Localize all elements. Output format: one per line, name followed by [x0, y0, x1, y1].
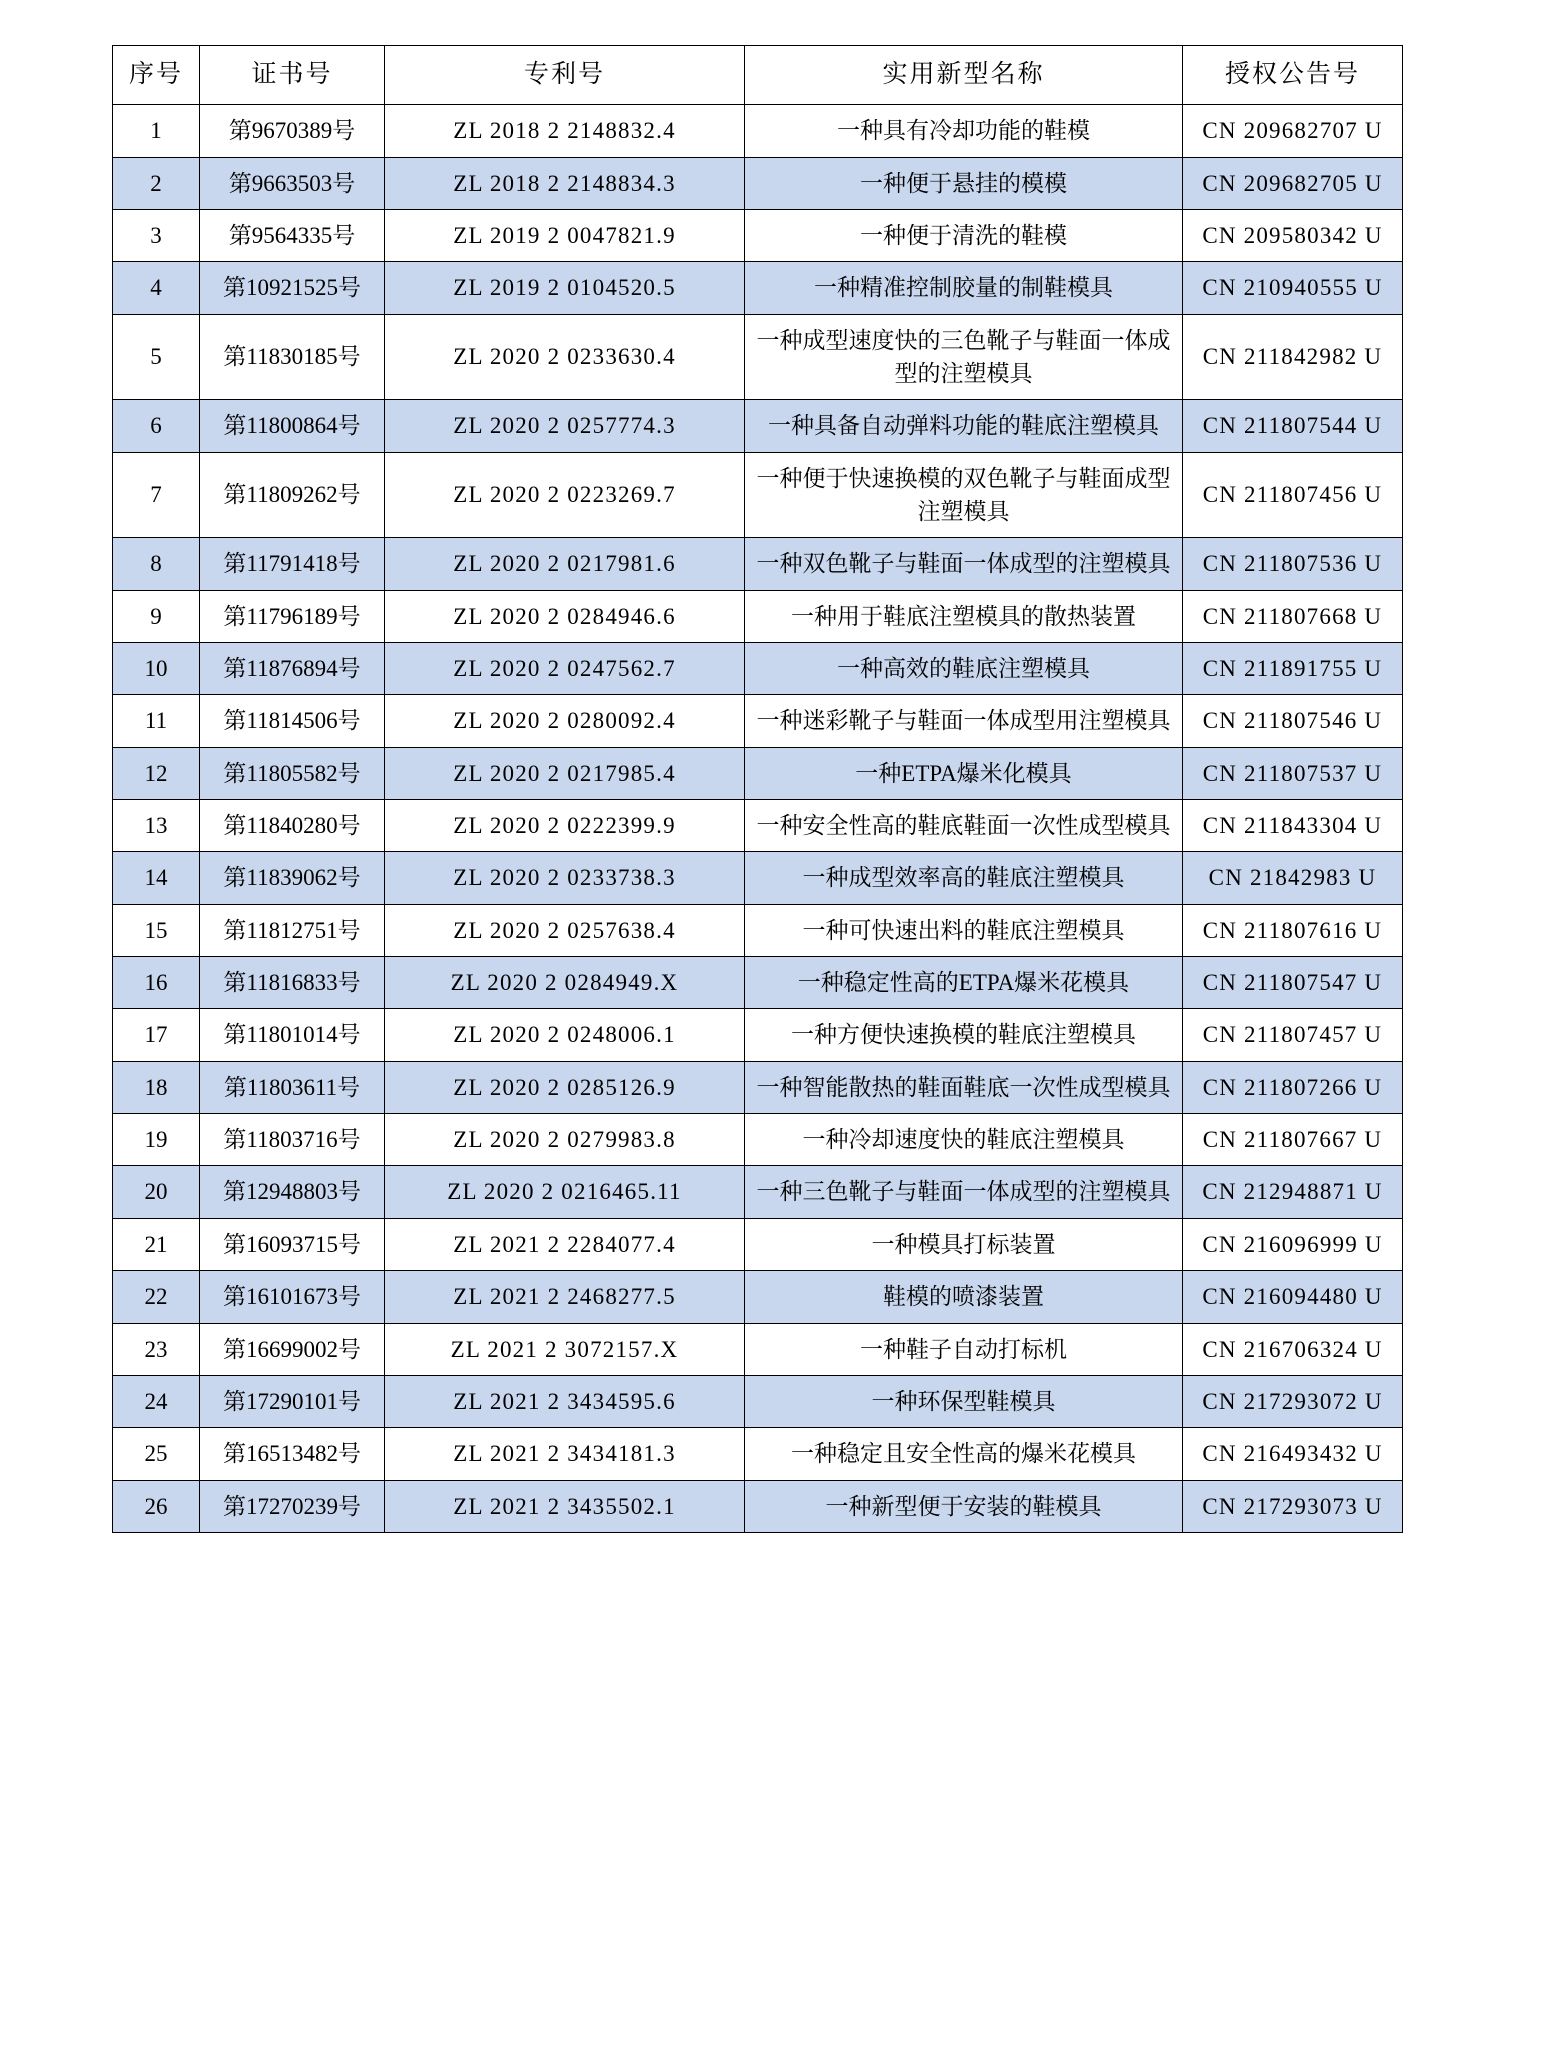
cell-patent-number: ZL 2020 2 0217981.6 — [385, 538, 745, 590]
cell-certificate-number: 第10921525号 — [200, 262, 385, 314]
cell-publication-number: CN 211807266 U — [1183, 1061, 1403, 1113]
cell-patent-number: ZL 2021 2 2284077.4 — [385, 1218, 745, 1270]
cell-utility-model-name: 一种安全性高的鞋底鞋面一次性成型模具 — [745, 800, 1183, 852]
column-header-patent: 专利号 — [385, 46, 745, 105]
cell-utility-model-name: 一种智能散热的鞋面鞋底一次性成型模具 — [745, 1061, 1183, 1113]
cell-index: 24 — [113, 1375, 200, 1427]
cell-index: 4 — [113, 262, 200, 314]
cell-utility-model-name: 一种成型速度快的三色靴子与鞋面一体成型的注塑模具 — [745, 314, 1183, 400]
cell-utility-model-name: 一种便于悬挂的模模 — [745, 157, 1183, 209]
cell-certificate-number: 第11830185号 — [200, 314, 385, 400]
table-row — [113, 452, 1403, 538]
cell-patent-number: ZL 2020 2 0284946.6 — [385, 590, 745, 642]
cell-utility-model-name: 一种可快速出料的鞋底注塑模具 — [745, 904, 1183, 956]
cell-patent-number: ZL 2020 2 0257774.3 — [385, 400, 745, 452]
cell-patent-number: ZL 2020 2 0279983.8 — [385, 1114, 745, 1166]
cell-certificate-number: 第11816833号 — [200, 957, 385, 1009]
cell-publication-number: CN 211807544 U — [1183, 400, 1403, 452]
cell-index: 11 — [113, 695, 200, 747]
table-row — [113, 538, 1403, 590]
cell-publication-number: CN 211842982 U — [1183, 314, 1403, 400]
cell-publication-number: CN 211807536 U — [1183, 538, 1403, 590]
table-row — [113, 590, 1403, 642]
cell-certificate-number: 第11791418号 — [200, 538, 385, 590]
table-row — [113, 1375, 1403, 1427]
cell-certificate-number: 第16093715号 — [200, 1218, 385, 1270]
cell-publication-number: CN 211807668 U — [1183, 590, 1403, 642]
cell-index: 20 — [113, 1166, 200, 1218]
column-header-index: 序号 — [113, 46, 200, 105]
cell-certificate-number: 第17290101号 — [200, 1375, 385, 1427]
cell-publication-number: CN 211843304 U — [1183, 800, 1403, 852]
cell-index: 18 — [113, 1061, 200, 1113]
column-header-pub: 授权公告号 — [1183, 46, 1403, 105]
cell-certificate-number: 第11809262号 — [200, 452, 385, 538]
cell-certificate-number: 第11796189号 — [200, 590, 385, 642]
cell-utility-model-name: 一种冷却速度快的鞋底注塑模具 — [745, 1114, 1183, 1166]
cell-index: 7 — [113, 452, 200, 538]
cell-patent-number: ZL 2020 2 0247562.7 — [385, 643, 745, 695]
cell-index: 8 — [113, 538, 200, 590]
cell-certificate-number: 第9663503号 — [200, 157, 385, 209]
cell-publication-number: CN 21842983 U — [1183, 852, 1403, 904]
table-row — [113, 1323, 1403, 1375]
cell-certificate-number: 第16513482号 — [200, 1428, 385, 1480]
cell-index: 15 — [113, 904, 200, 956]
cell-certificate-number: 第11803716号 — [200, 1114, 385, 1166]
cell-utility-model-name: 一种具备自动弹料功能的鞋底注塑模具 — [745, 400, 1183, 452]
cell-certificate-number: 第11840280号 — [200, 800, 385, 852]
cell-certificate-number: 第11814506号 — [200, 695, 385, 747]
table-header-row — [113, 46, 1403, 105]
table-row — [113, 209, 1403, 261]
table-row — [113, 695, 1403, 747]
cell-index: 25 — [113, 1428, 200, 1480]
cell-publication-number: CN 211891755 U — [1183, 643, 1403, 695]
cell-index: 14 — [113, 852, 200, 904]
column-header-cert: 证书号 — [200, 46, 385, 105]
cell-certificate-number: 第16101673号 — [200, 1271, 385, 1323]
table-row — [113, 904, 1403, 956]
cell-publication-number: CN 216094480 U — [1183, 1271, 1403, 1323]
cell-patent-number: ZL 2020 2 0248006.1 — [385, 1009, 745, 1061]
table-row — [113, 1114, 1403, 1166]
cell-index: 19 — [113, 1114, 200, 1166]
cell-utility-model-name: 一种方便快速换模的鞋底注塑模具 — [745, 1009, 1183, 1061]
cell-patent-number: ZL 2020 2 0216465.11 — [385, 1166, 745, 1218]
cell-publication-number: CN 210940555 U — [1183, 262, 1403, 314]
cell-utility-model-name: 一种高效的鞋底注塑模具 — [745, 643, 1183, 695]
column-header-title: 实用新型名称 — [745, 46, 1183, 105]
cell-utility-model-name: 一种新型便于安装的鞋模具 — [745, 1480, 1183, 1532]
cell-certificate-number: 第9564335号 — [200, 209, 385, 261]
cell-publication-number: CN 211807457 U — [1183, 1009, 1403, 1061]
cell-patent-number: ZL 2020 2 0233630.4 — [385, 314, 745, 400]
cell-utility-model-name: 一种三色靴子与鞋面一体成型的注塑模具 — [745, 1166, 1183, 1218]
cell-index: 17 — [113, 1009, 200, 1061]
cell-patent-number: ZL 2020 2 0285126.9 — [385, 1061, 745, 1113]
table-row — [113, 1271, 1403, 1323]
patent-list-table — [112, 45, 1403, 1533]
cell-publication-number: CN 216493432 U — [1183, 1428, 1403, 1480]
table-row — [113, 314, 1403, 400]
cell-publication-number: CN 211807616 U — [1183, 904, 1403, 956]
cell-certificate-number: 第9670389号 — [200, 105, 385, 157]
cell-certificate-number: 第11800864号 — [200, 400, 385, 452]
cell-index: 13 — [113, 800, 200, 852]
cell-utility-model-name: 一种便于清洗的鞋模 — [745, 209, 1183, 261]
cell-utility-model-name: 一种稳定且安全性高的爆米花模具 — [745, 1428, 1183, 1480]
cell-index: 21 — [113, 1218, 200, 1270]
cell-patent-number: ZL 2020 2 0222399.9 — [385, 800, 745, 852]
table-row — [113, 400, 1403, 452]
cell-patent-number: ZL 2021 2 3434595.6 — [385, 1375, 745, 1427]
cell-publication-number: CN 216706324 U — [1183, 1323, 1403, 1375]
cell-certificate-number: 第11805582号 — [200, 747, 385, 799]
cell-certificate-number: 第12948803号 — [200, 1166, 385, 1218]
cell-patent-number: ZL 2021 2 3434181.3 — [385, 1428, 745, 1480]
cell-certificate-number: 第11876894号 — [200, 643, 385, 695]
cell-utility-model-name: 一种迷彩靴子与鞋面一体成型用注塑模具 — [745, 695, 1183, 747]
cell-publication-number: CN 217293072 U — [1183, 1375, 1403, 1427]
cell-publication-number: CN 211807667 U — [1183, 1114, 1403, 1166]
table-header — [113, 46, 1403, 105]
cell-index: 5 — [113, 314, 200, 400]
cell-index: 12 — [113, 747, 200, 799]
cell-publication-number: CN 209682705 U — [1183, 157, 1403, 209]
cell-index: 26 — [113, 1480, 200, 1532]
cell-utility-model-name: 鞋模的喷漆装置 — [745, 1271, 1183, 1323]
table-row — [113, 1061, 1403, 1113]
cell-utility-model-name: 一种用于鞋底注塑模具的散热装置 — [745, 590, 1183, 642]
cell-index: 10 — [113, 643, 200, 695]
cell-patent-number: ZL 2019 2 0104520.5 — [385, 262, 745, 314]
cell-publication-number: CN 209580342 U — [1183, 209, 1403, 261]
cell-certificate-number: 第11801014号 — [200, 1009, 385, 1061]
cell-utility-model-name: 一种精准控制胶量的制鞋模具 — [745, 262, 1183, 314]
cell-utility-model-name: 一种便于快速换模的双色靴子与鞋面成型注塑模具 — [745, 452, 1183, 538]
cell-publication-number: CN 211807546 U — [1183, 695, 1403, 747]
cell-patent-number: ZL 2020 2 0257638.4 — [385, 904, 745, 956]
cell-patent-number: ZL 2020 2 0217985.4 — [385, 747, 745, 799]
table-row — [113, 262, 1403, 314]
cell-patent-number: ZL 2020 2 0233738.3 — [385, 852, 745, 904]
cell-index: 6 — [113, 400, 200, 452]
table-row — [113, 1009, 1403, 1061]
cell-patent-number: ZL 2020 2 0223269.7 — [385, 452, 745, 538]
cell-publication-number: CN 211807537 U — [1183, 747, 1403, 799]
cell-publication-number: CN 211807456 U — [1183, 452, 1403, 538]
table-row — [113, 1166, 1403, 1218]
table-row — [113, 1218, 1403, 1270]
cell-patent-number: ZL 2020 2 0284949.X — [385, 957, 745, 1009]
cell-index: 22 — [113, 1271, 200, 1323]
cell-publication-number: CN 211807547 U — [1183, 957, 1403, 1009]
cell-certificate-number: 第17270239号 — [200, 1480, 385, 1532]
table-row — [113, 157, 1403, 209]
cell-index: 2 — [113, 157, 200, 209]
table-row — [113, 957, 1403, 1009]
table-row — [113, 1480, 1403, 1532]
table-row — [113, 105, 1403, 157]
cell-patent-number: ZL 2020 2 0280092.4 — [385, 695, 745, 747]
cell-utility-model-name: 一种鞋子自动打标机 — [745, 1323, 1183, 1375]
cell-publication-number: CN 217293073 U — [1183, 1480, 1403, 1532]
cell-utility-model-name: 一种双色靴子与鞋面一体成型的注塑模具 — [745, 538, 1183, 590]
cell-patent-number: ZL 2021 2 3072157.X — [385, 1323, 745, 1375]
cell-utility-model-name: 一种具有冷却功能的鞋模 — [745, 105, 1183, 157]
table-row — [113, 852, 1403, 904]
cell-certificate-number: 第11839062号 — [200, 852, 385, 904]
cell-utility-model-name: 一种环保型鞋模具 — [745, 1375, 1183, 1427]
cell-patent-number: ZL 2019 2 0047821.9 — [385, 209, 745, 261]
cell-publication-number: CN 209682707 U — [1183, 105, 1403, 157]
cell-certificate-number: 第11812751号 — [200, 904, 385, 956]
cell-publication-number: CN 212948871 U — [1183, 1166, 1403, 1218]
cell-index: 23 — [113, 1323, 200, 1375]
cell-publication-number: CN 216096999 U — [1183, 1218, 1403, 1270]
cell-utility-model-name: 一种稳定性高的ETPA爆米花模具 — [745, 957, 1183, 1009]
table-row — [113, 747, 1403, 799]
cell-index: 9 — [113, 590, 200, 642]
cell-index: 1 — [113, 105, 200, 157]
cell-patent-number: ZL 2018 2 2148834.3 — [385, 157, 745, 209]
cell-patent-number: ZL 2018 2 2148832.4 — [385, 105, 745, 157]
cell-patent-number: ZL 2021 2 2468277.5 — [385, 1271, 745, 1323]
cell-utility-model-name: 一种成型效率高的鞋底注塑模具 — [745, 852, 1183, 904]
cell-certificate-number: 第16699002号 — [200, 1323, 385, 1375]
table-body — [113, 105, 1403, 1533]
table-row — [113, 1428, 1403, 1480]
cell-index: 16 — [113, 957, 200, 1009]
table-row — [113, 800, 1403, 852]
cell-utility-model-name: 一种ETPA爆米化模具 — [745, 747, 1183, 799]
cell-patent-number: ZL 2021 2 3435502.1 — [385, 1480, 745, 1532]
cell-utility-model-name: 一种模具打标装置 — [745, 1218, 1183, 1270]
cell-index: 3 — [113, 209, 200, 261]
cell-certificate-number: 第11803611号 — [200, 1061, 385, 1113]
table-row — [113, 643, 1403, 695]
